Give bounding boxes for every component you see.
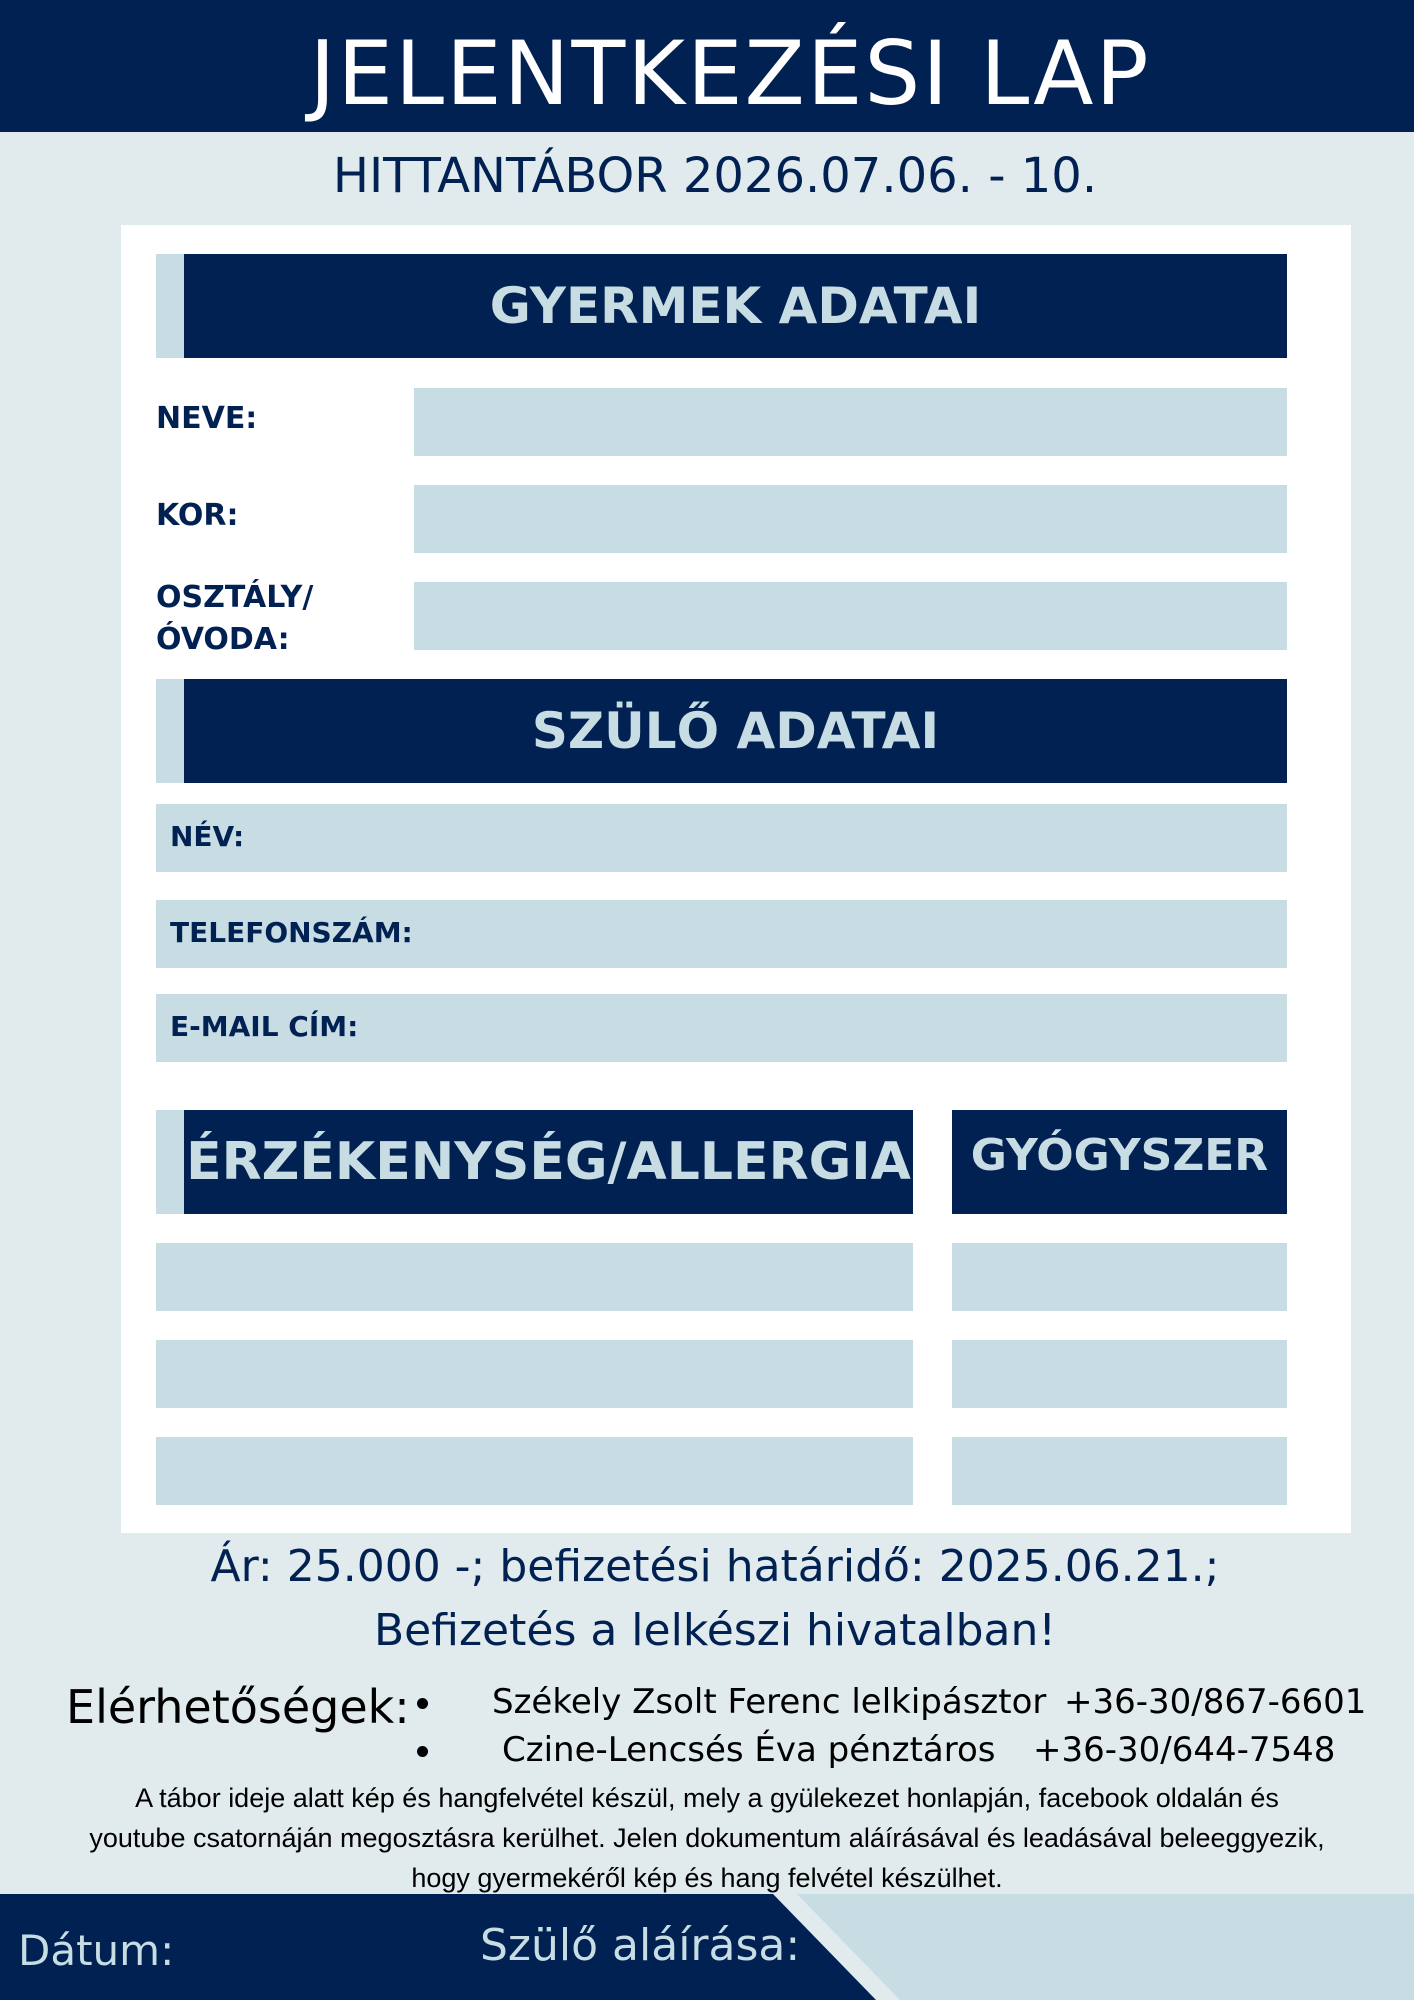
media-consent-notice: [0, 1778, 1414, 1898]
form-card: [121, 225, 1351, 1533]
signature-label: Szülő aláírása:: [480, 1920, 801, 1971]
parent-email-field[interactable]: [156, 994, 1287, 1062]
parent-phone-label: TELEFONSZÁM:: [170, 916, 413, 949]
parent-name-label: NÉV:: [170, 820, 245, 853]
page-title: JELENTKEZÉSI LAP: [309, 22, 1151, 125]
contact-2-phone: +36-30/644-7548: [1033, 1730, 1336, 1770]
payment-line-1: Ár: 25.000 -; befizetési határidő: 2025.06.21.;: [210, 1541, 1220, 1592]
notice-line-1: A tábor ideje alatt kép és hangfelvétel készül, mely a gyülekezet honlapján, facebook oldalán és: [135, 1783, 1279, 1813]
medicine-field-3[interactable]: [952, 1437, 1287, 1505]
parent-name-field[interactable]: [156, 804, 1287, 872]
contact-1-phone: +36-30/867-6601: [1064, 1682, 1367, 1722]
section-tab-accent: [156, 1110, 186, 1214]
notice-line-3: hogy gyermekéről kép és hang felvétel készülhet.: [411, 1863, 1003, 1893]
payment-info: [0, 1535, 1414, 1663]
child-name-label: NEVE:: [156, 401, 258, 436]
section-tab-accent: [156, 254, 186, 358]
child-section-heading: GYERMEK ADATAI: [184, 254, 1287, 358]
page-subtitle: HITTANTÁBOR 2026.07.06. - 10.: [332, 148, 1098, 204]
notice-line-2: youtube csatornáján megosztásra kerülhet. Jelen dokumentum aláírásával és leadásával beleeggyezik,: [89, 1823, 1325, 1853]
child-name-field[interactable]: [414, 388, 1287, 456]
bullet-icon: [417, 1698, 428, 1709]
allergy-section-heading: ÉRZÉKENYSÉG/ALLERGIA: [184, 1110, 913, 1214]
parent-email-label: E-MAIL CÍM:: [170, 1010, 359, 1043]
child-class-label-line1: OSZTÁLY/: [156, 580, 314, 615]
medicine-section-heading: GYÓGYSZER: [952, 1110, 1287, 1214]
child-class-field[interactable]: [414, 582, 1287, 650]
parent-phone-field[interactable]: [156, 900, 1287, 968]
child-age-label: KOR:: [156, 498, 239, 533]
date-label: Dátum:: [18, 1926, 175, 1975]
child-class-label-line2: ÓVODA:: [156, 622, 290, 657]
allergy-field-3[interactable]: [156, 1437, 913, 1505]
contact-1-name: Székely Zsolt Ferenc lelkipásztor: [492, 1682, 1047, 1722]
parent-section-heading: SZÜLŐ ADATAI: [184, 679, 1287, 783]
allergy-field-2[interactable]: [156, 1340, 913, 1408]
contact-2-name: Czine-Lencsés Éva pénztáros: [502, 1730, 996, 1770]
allergy-field-1[interactable]: [156, 1243, 913, 1311]
child-age-field[interactable]: [414, 485, 1287, 553]
bullet-icon: [417, 1746, 428, 1757]
medicine-field-2[interactable]: [952, 1340, 1287, 1408]
payment-line-2: Befizetés a lelkészi hivatalban!: [373, 1605, 1057, 1656]
section-tab-accent: [156, 679, 186, 783]
contacts-label: Elérhetőségek:: [66, 1680, 410, 1734]
medicine-field-1[interactable]: [952, 1243, 1287, 1311]
